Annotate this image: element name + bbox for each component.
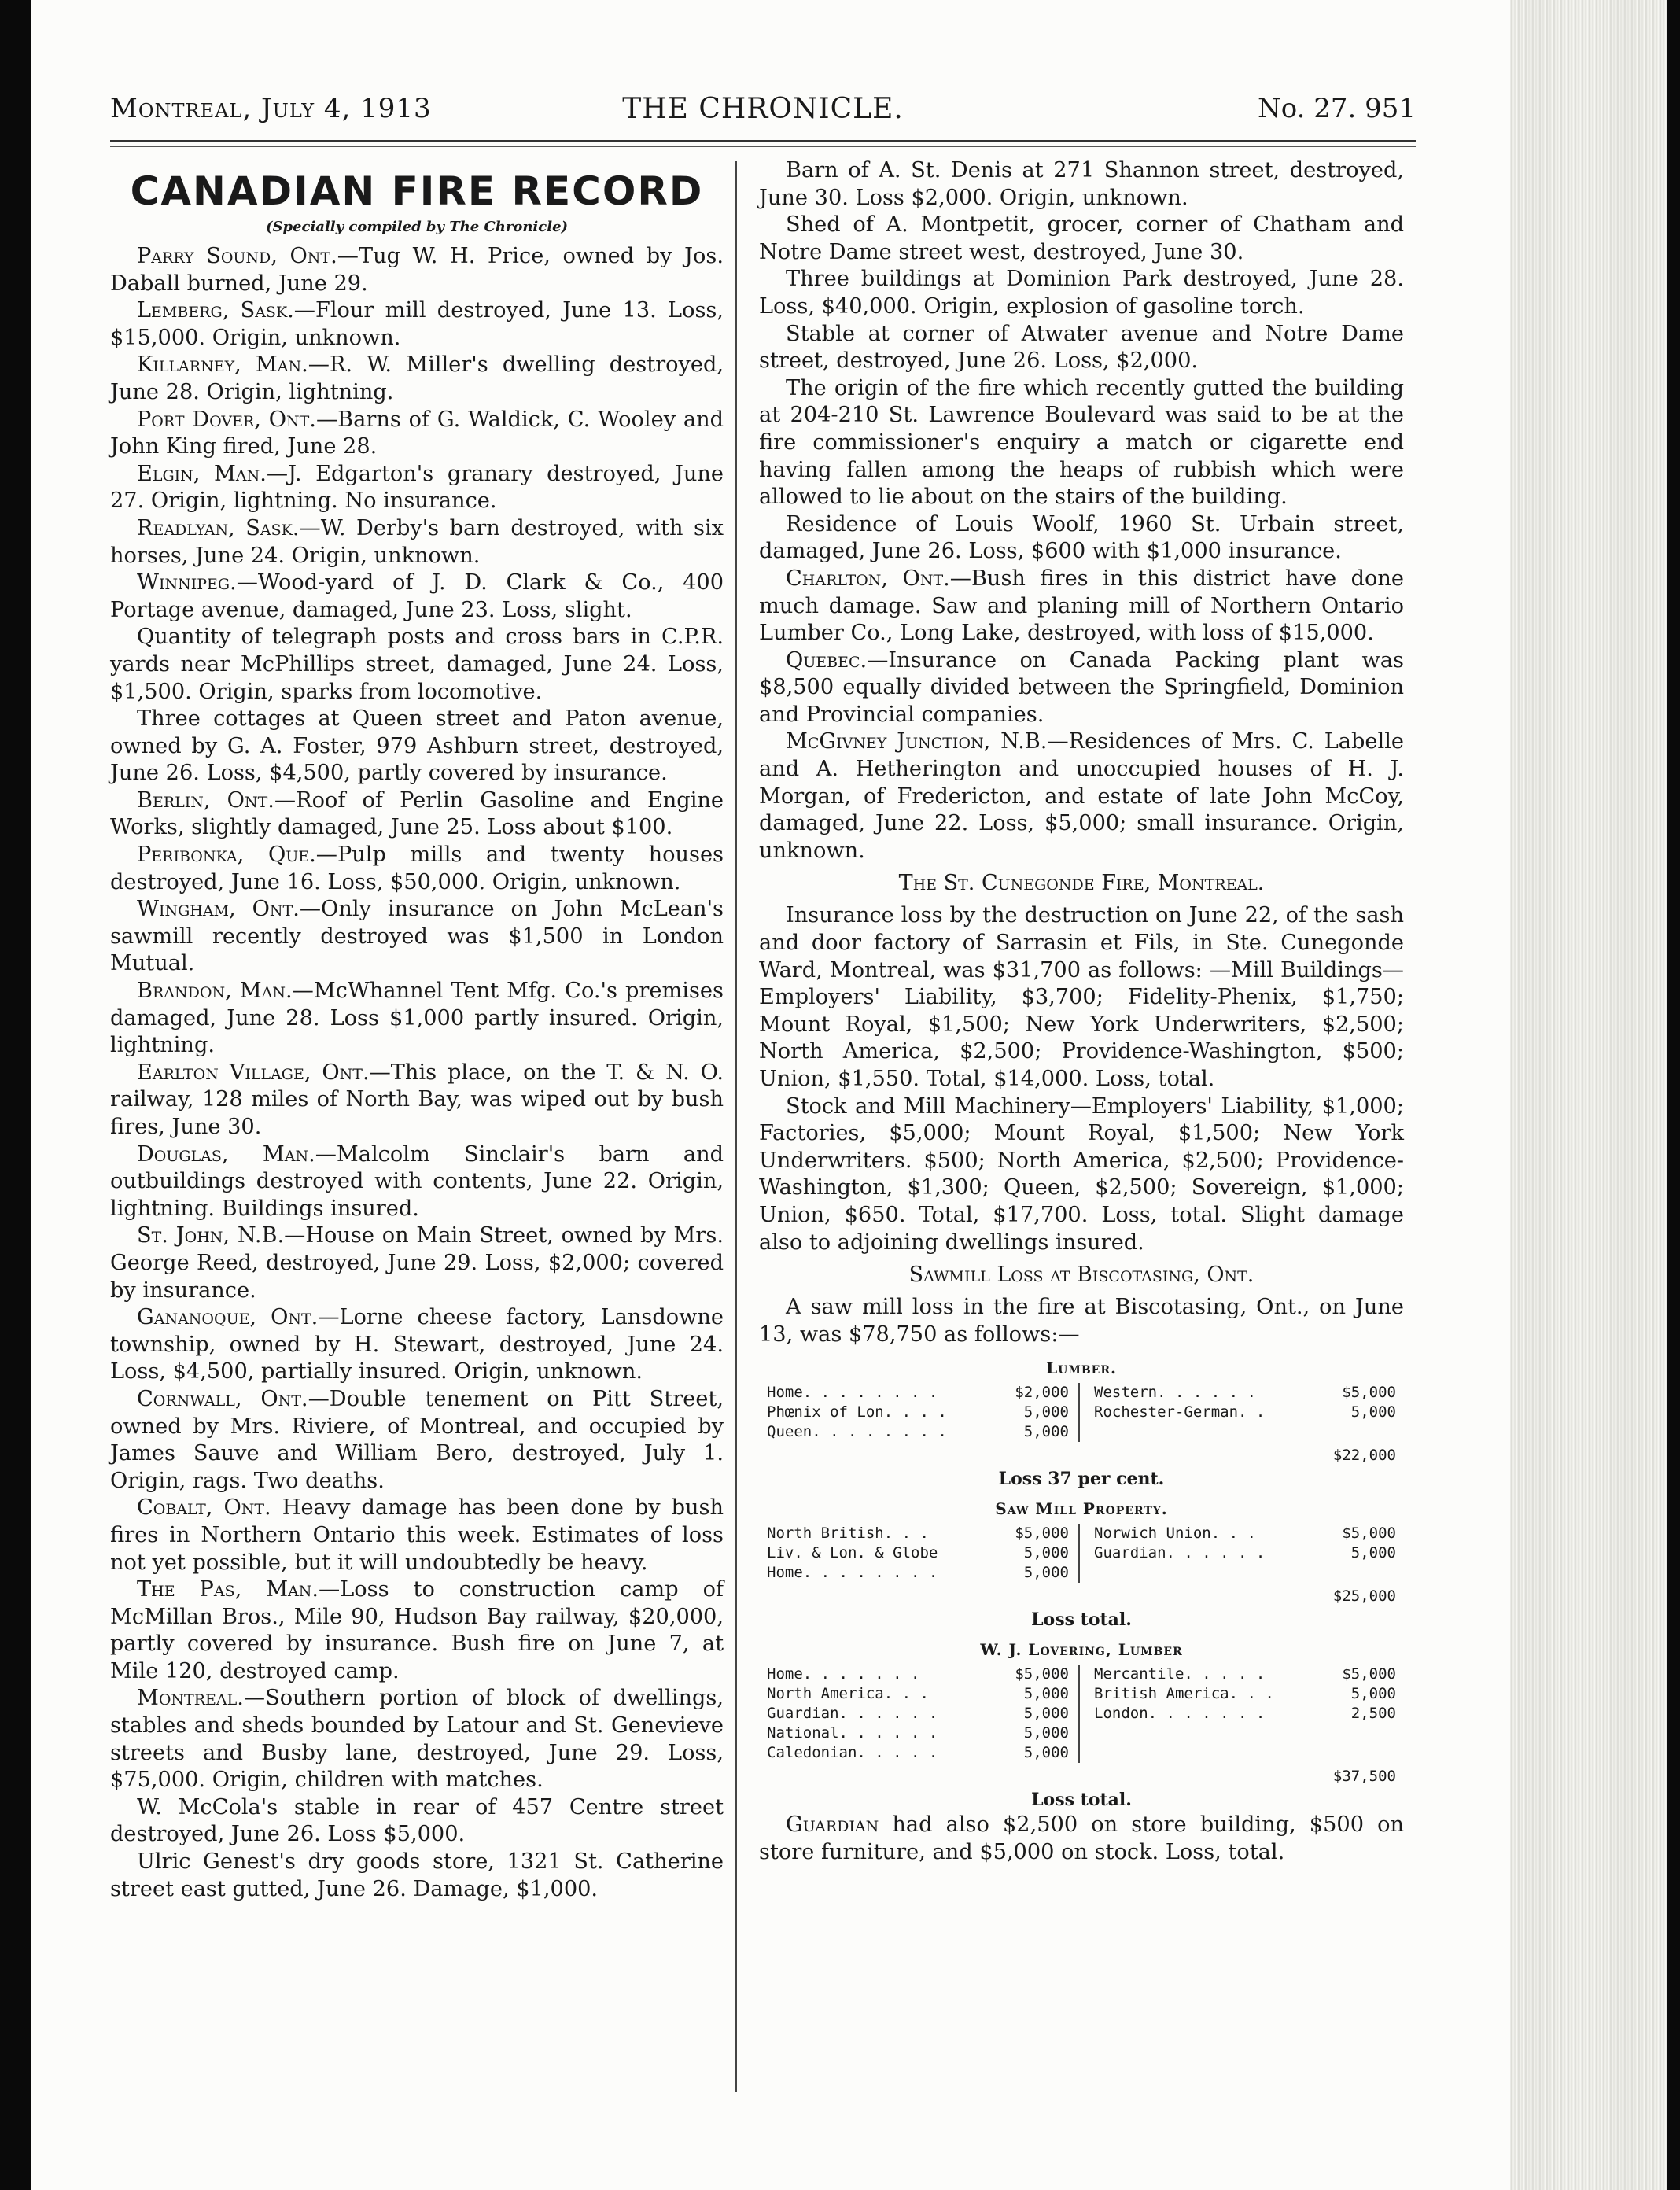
- table-row: [1094, 1684, 1396, 1704]
- entry-place: The Pas, Man.: [137, 1577, 319, 1602]
- entry-text: —Residences of Mrs. C. Labelle and A. Hetherington and unoccupied houses of H. J. Morgan, of Fredericton, and estate of late John McCoy, damaged, June 22. Loss, $5,000; small insurance. Origin, unknown.: [759, 729, 1404, 863]
- fire-entry: [759, 566, 1404, 647]
- entry-text: —House on Main Street, owned by Mrs. George Reed, destroyed, June 29. Loss, $2,000; covered by insurance.: [110, 1223, 724, 1303]
- fire-entry: [759, 511, 1404, 566]
- newspaper-page: [31, 0, 1510, 2190]
- table-right-half: [1080, 1524, 1396, 1583]
- entry-text: Heavy damage has been done by bush fires in Northern Ontario this week. Estimates of loss not yet possible, but it will undoubtedly be heavy.: [110, 1495, 724, 1575]
- entry-text: —Tug W. H. Price, owned by Jos. Daball burned, June 29.: [110, 244, 724, 296]
- fire-entry: [759, 266, 1404, 320]
- fire-entry: [110, 1222, 724, 1304]
- entry-place: St. John, N.B.: [137, 1223, 285, 1248]
- entry-place: Berlin, Ont.: [137, 787, 274, 813]
- fire-entry: [110, 1495, 724, 1576]
- entry-text: —J. Edgarton's granary destroyed, June 27. Origin, lightning. No insurance.: [110, 461, 724, 514]
- entry-place: Cornwall, Ont.: [137, 1386, 308, 1411]
- fire-entry: [110, 896, 724, 978]
- company-name: Phœnix of Lon. . . .: [767, 1403, 947, 1421]
- fire-entry: [759, 647, 1404, 729]
- company-name: National. . . . . .: [767, 1724, 938, 1742]
- amount: 5,000: [1350, 1685, 1396, 1703]
- amount: 5,000: [1350, 1544, 1396, 1562]
- running-header: [110, 93, 1416, 132]
- entry-place: Lemberg, Sask.: [137, 298, 294, 323]
- table-title: Saw Mill Property.: [995, 1499, 1168, 1519]
- amount: 5,000: [1350, 1403, 1396, 1421]
- right-column: [759, 157, 1404, 1867]
- table-left-half: [767, 1383, 1080, 1442]
- amount: 5,000: [1023, 1544, 1069, 1562]
- entry-place: Parry Sound, Ont.: [137, 244, 337, 268]
- loss-note: Loss total.: [1031, 1609, 1132, 1631]
- entry-text: Ulric Genest's dry goods store, 1321 St. Catherine street east gutted, June 26. Damage, $1,000.: [110, 1849, 724, 1901]
- fire-entry: [110, 842, 724, 896]
- entry-place: Cobalt, Ont.: [137, 1495, 271, 1521]
- entry-text: —R. W. Miller's dwelling destroyed, June 28. Origin, lightning.: [110, 352, 724, 404]
- entry-text: —W. Derby's barn destroyed, with six horses, June 24. Origin, unknown.: [110, 515, 724, 568]
- entry-text: A saw mill loss in the fire at Biscotasing, Ont., on June 13, was $78,750 as follows:—: [759, 1295, 1404, 1347]
- fire-entry: [759, 902, 1404, 1093]
- fire-entry: [759, 1294, 1404, 1348]
- amount: 5,000: [1023, 1705, 1069, 1723]
- company-name: Liv. & Lon. & Globe: [767, 1544, 938, 1562]
- entry-place: Montreal.: [137, 1686, 244, 1711]
- fire-entry: [110, 1849, 724, 1903]
- entry-text: —Wood-yard of J. D. Clark & Co., 400 Portage avenue, damaged, June 23. Loss, slight.: [110, 570, 724, 622]
- entry-text: Three buildings at Dominion Park destroyed, June 28. Loss, $40,000. Origin, explosion of gasoline torch.: [759, 267, 1404, 319]
- amount: $5,000: [1015, 1525, 1069, 1543]
- table-total: $25,000: [1332, 1587, 1396, 1606]
- entry-place: McGivney Junction, N.B.: [786, 729, 1048, 754]
- entry-place: Charlton, Ont.: [786, 566, 950, 591]
- amount: 5,000: [1023, 1744, 1069, 1762]
- insurance-table: [767, 1665, 1396, 1763]
- entry-text: —This place, on the T. & N. O. railway, 128 miles of North Bay, was wiped out by bush fires, June 30.: [110, 1060, 724, 1139]
- table-row: [1094, 1403, 1396, 1422]
- fire-entry: [110, 706, 724, 787]
- table-row: [1094, 1383, 1396, 1403]
- amount: 2,500: [1350, 1705, 1396, 1723]
- fire-entry: [110, 1060, 724, 1141]
- entry-text: Residence of Louis Woolf, 1960 St. Urbain street, damaged, June 26. Loss, $600 with $1,000 insurance.: [759, 511, 1404, 564]
- company-name: Western. . . . . .: [1094, 1384, 1256, 1402]
- company-name: London. . . . . . .: [1094, 1705, 1266, 1723]
- company-name: Rochester-German. .: [1094, 1403, 1266, 1421]
- article-subtitle: (Specially compiled by The Chronicle): [265, 219, 569, 235]
- entry-place: Port Dover, Ont.: [137, 407, 316, 432]
- company-name: British America. . .: [1094, 1685, 1274, 1703]
- table-row: [767, 1524, 1069, 1543]
- fire-entry: [110, 297, 724, 352]
- entry-text: Three cottages at Queen street and Paton avenue, owned by G. A. Foster, 979 Ashburn street, destroyed, June 26. Loss, $4,500, partly covered by insurance.: [110, 706, 724, 786]
- entry-text: —Insurance on Canada Packing plant was $8,500 equally divided between the Springfield, Dominion and Provincial companies.: [759, 647, 1404, 727]
- entry-place: Douglas, Man.: [137, 1141, 315, 1167]
- fire-entry: [110, 515, 724, 570]
- fire-entry: [110, 1794, 724, 1849]
- entry-text: had also $2,500 on store building, $500 on store furniture, and $5,000 on stock. Loss, total.: [759, 1812, 1404, 1864]
- table-row: [767, 1704, 1069, 1724]
- table-total: $22,000: [1332, 1447, 1396, 1465]
- table-row: [767, 1684, 1069, 1704]
- entry-place: Earlton Village, Ont.: [137, 1060, 370, 1085]
- amount: 5,000: [1023, 1685, 1069, 1703]
- entry-text: Quantity of telegraph posts and cross bars in C.P.R. yards near McPhillips street, damaged, June 24. Loss, $1,500. Origin, sparks from locomotive.: [110, 625, 724, 704]
- fire-entry: [759, 728, 1404, 865]
- entry-text: —McWhannel Tent Mfg. Co.'s premises damaged, June 28. Loss $1,000 partly insured. Origin, lightning.: [110, 979, 724, 1058]
- fire-entry: [110, 243, 724, 297]
- entry-text: —Loss to construction camp of McMillan Bros., Mile 90, Hudson Bay railway, $20,000, partly covered by insurance. Bush fire on June 7, at Mile 120, destroyed camp.: [110, 1577, 724, 1683]
- table-row: [1094, 1524, 1396, 1543]
- entry-place: Wingham, Ont.: [137, 897, 300, 922]
- entry-text: —Double tenement on Pitt Street, owned by Mrs. Riviere, of Montreal, and occupied by James Sauve and William Bero, destroyed, July 1. Origin, rags. Two deaths.: [110, 1386, 724, 1493]
- table-row: [1094, 1543, 1396, 1563]
- insurance-table: [767, 1524, 1396, 1583]
- company-name: Queen. . . . . . . .: [767, 1423, 947, 1441]
- fire-entry: [759, 1093, 1404, 1257]
- table-left-half: [767, 1665, 1080, 1763]
- column-divider: [735, 161, 737, 2092]
- fire-entry: [110, 624, 724, 706]
- amount: 5,000: [1023, 1564, 1069, 1582]
- company-name: North British. . .: [767, 1525, 929, 1543]
- amount: $5,000: [1015, 1665, 1069, 1683]
- table-right-half: [1080, 1665, 1396, 1763]
- fire-entry: [759, 212, 1404, 266]
- entry-text: —Bush fires in this district have done much damage. Saw and planing mill of Northern Ontario Lumber Co., Long Lake, destroyed, with loss of $15,000.: [759, 566, 1405, 646]
- table-row: [767, 1563, 1069, 1583]
- amount: $5,000: [1342, 1665, 1396, 1683]
- entry-text: —Only insurance on John McLean's sawmill recently destroyed was $1,500 in London Mutual.: [110, 897, 724, 976]
- fire-entry: [759, 157, 1404, 212]
- company-name: Home. . . . . . . .: [767, 1384, 938, 1402]
- article-title: CANADIAN FIRE RECORD: [130, 168, 704, 214]
- company-name: Norwich Union. . .: [1094, 1525, 1256, 1543]
- fire-entry: [110, 978, 724, 1060]
- entry-text: —Malcolm Sinclair's barn and outbuildings destroyed with contents, June 22. Origin, lightning. Buildings insured.: [110, 1141, 724, 1221]
- entry-text: The origin of the fire which recently gutted the building at 204-210 St. Lawrence Boulevard was said to be at the fire commissioner's enquiry a match or cigarette end having fallen among the heaps of rubbish which were allowed to lie about on the stairs of the building.: [759, 375, 1404, 510]
- closing-paragraph: [759, 1812, 1404, 1866]
- left-column: [110, 157, 724, 1903]
- amount: $2,000: [1015, 1384, 1069, 1402]
- table-left-half: [767, 1524, 1080, 1583]
- fire-entry: [759, 321, 1404, 375]
- fire-entry: [110, 787, 724, 842]
- header-publication: THE CHRONICLE.: [622, 93, 904, 125]
- table-row: [767, 1724, 1069, 1743]
- page-stack-edge: [1510, 0, 1667, 2190]
- header-dateline: Montreal, July 4, 1913: [110, 93, 432, 124]
- entry-place: Readlyan, Sask.: [137, 515, 300, 540]
- fire-entry: [759, 375, 1404, 511]
- table-row: [1094, 1665, 1396, 1684]
- insurance-table: [767, 1383, 1396, 1442]
- section-heading-sawmill: Sawmill Loss at Biscotasing, Ont.: [908, 1263, 1254, 1288]
- insurance-tables: [759, 1358, 1404, 1810]
- fire-entry: [110, 1685, 724, 1794]
- company-name: Caledonian. . . . .: [767, 1744, 938, 1762]
- table-row: [767, 1543, 1069, 1563]
- entry-place: Peribonka, Que.: [137, 842, 316, 868]
- fire-entry: [110, 570, 724, 624]
- entry-place: Quebec.: [786, 647, 868, 673]
- entry-place: Guardian: [786, 1812, 879, 1838]
- header-page-number: No. 27. 951: [1257, 93, 1416, 124]
- fire-entry: [110, 407, 724, 461]
- table-total: $37,500: [1332, 1768, 1396, 1786]
- table-title: Lumber.: [1046, 1359, 1117, 1378]
- section-heading-cunegonde: The St. Cunegonde Fire, Montreal.: [898, 871, 1265, 896]
- loss-note: Loss total.: [1031, 1790, 1132, 1811]
- entry-text: —Roof of Perlin Gasoline and Engine Works, slightly damaged, June 25. Loss about $100.: [110, 787, 724, 840]
- entry-place: Gananoque, Ont.: [137, 1305, 319, 1330]
- entry-place: Killarney, Man.: [137, 352, 308, 378]
- company-name: North America. . .: [767, 1685, 929, 1703]
- fire-entry: [110, 461, 724, 515]
- fire-entry: [110, 1141, 724, 1223]
- company-name: Mercantile. . . . .: [1094, 1665, 1266, 1683]
- entry-place: Elgin, Man.: [137, 461, 267, 486]
- company-name: Guardian. . . . . .: [767, 1705, 938, 1723]
- entry-text: —Southern portion of block of dwellings, stables and sheds bounded by Latour and St. Genevieve streets and Busby lane, destroyed, June 29. Loss, $75,000. Origin, children with matches.: [110, 1686, 724, 1793]
- entry-text: Barn of A. St. Denis at 271 Shannon street, destroyed, June 30. Loss $2,000. Origin, unknown.: [759, 158, 1404, 210]
- loss-note: Loss 37 per cent.: [998, 1469, 1165, 1490]
- entry-place: Winnipeg.: [137, 570, 237, 595]
- right-entries-c: [759, 1294, 1404, 1348]
- entry-text: Insurance loss by the destruction on June 22, of the sash and door factory of Sarrasin et Fils, in Ste. Cunegonde Ward, Montreal, was $31,700 as follows: —Mill Buildings—Employers' Liability, $3,700; Fidelity-Phenix, $1,750; Mount Royal, $1,500; New York Underwriters, $2,500; North America, $2,500; Providence-Washington, $500; Union, $1,550. Total, $14,000. Loss, total.: [759, 903, 1404, 1091]
- header-rule: [110, 140, 1416, 142]
- entry-text: Stable at corner of Atwater avenue and Notre Dame street, destroyed, June 26. Loss, $2,000.: [759, 321, 1404, 374]
- entry-text: —Barns of G. Waldick, C. Wooley and John King fired, June 28.: [110, 407, 724, 459]
- entry-text: Shed of A. Montpetit, grocer, corner of Chatham and Notre Dame street west, destroyed, June 30.: [759, 212, 1404, 264]
- table-title: W. J. Lovering, Lumber: [980, 1640, 1183, 1660]
- right-entries-b: [759, 902, 1404, 1256]
- table-row: [767, 1422, 1069, 1442]
- entry-text: —Pulp mills and twenty houses destroyed, June 16. Loss, $50,000. Origin, unknown.: [110, 842, 724, 894]
- table-right-half: [1080, 1383, 1396, 1442]
- right-entries-a: [759, 157, 1404, 865]
- entry-place: Brandon, Man.: [137, 979, 293, 1004]
- amount: $5,000: [1342, 1384, 1396, 1402]
- table-row: [1094, 1704, 1396, 1724]
- table-row: [767, 1665, 1069, 1684]
- entry-text: —Flour mill destroyed, June 13. Loss, $15,000. Origin, unknown.: [110, 298, 724, 350]
- entry-text: W. McCola's stable in rear of 457 Centre street destroyed, June 26. Loss $5,000.: [110, 1794, 724, 1847]
- amount: 5,000: [1023, 1724, 1069, 1742]
- table-row: [767, 1743, 1069, 1763]
- amount: 5,000: [1023, 1403, 1069, 1421]
- header-rule-thin: [110, 146, 1416, 147]
- entry-text: —Lorne cheese factory, Lansdowne township, owned by H. Stewart, destroyed, June 24. Loss, $4,500, partially insured. Origin, unknown.: [110, 1305, 724, 1384]
- fire-entry: [110, 1386, 724, 1495]
- fire-entry: [110, 1576, 724, 1685]
- company-name: Home. . . . . . . .: [767, 1564, 938, 1582]
- table-row: [767, 1403, 1069, 1422]
- table-row: [767, 1383, 1069, 1403]
- fire-entry: [110, 1304, 724, 1386]
- company-name: Home. . . . . . .: [767, 1665, 920, 1683]
- fire-entry: [110, 352, 724, 406]
- entry-text: Stock and Mill Machinery—Employers' Liability, $1,000; Factories, $5,000; Mount Royal, $1,500; New York Underwriters. $500; North America, $2,500; Providence-Washington, $1,300; Queen, $2,500; Sovereign, $1,000; Union, $650. Total, $17,700. Loss, total. Slight damage also to adjoining dwellings insured.: [759, 1093, 1404, 1255]
- left-entries: [110, 243, 724, 1903]
- amount: $5,000: [1342, 1525, 1396, 1543]
- company-name: Guardian. . . . . .: [1094, 1544, 1266, 1562]
- amount: 5,000: [1023, 1423, 1069, 1441]
